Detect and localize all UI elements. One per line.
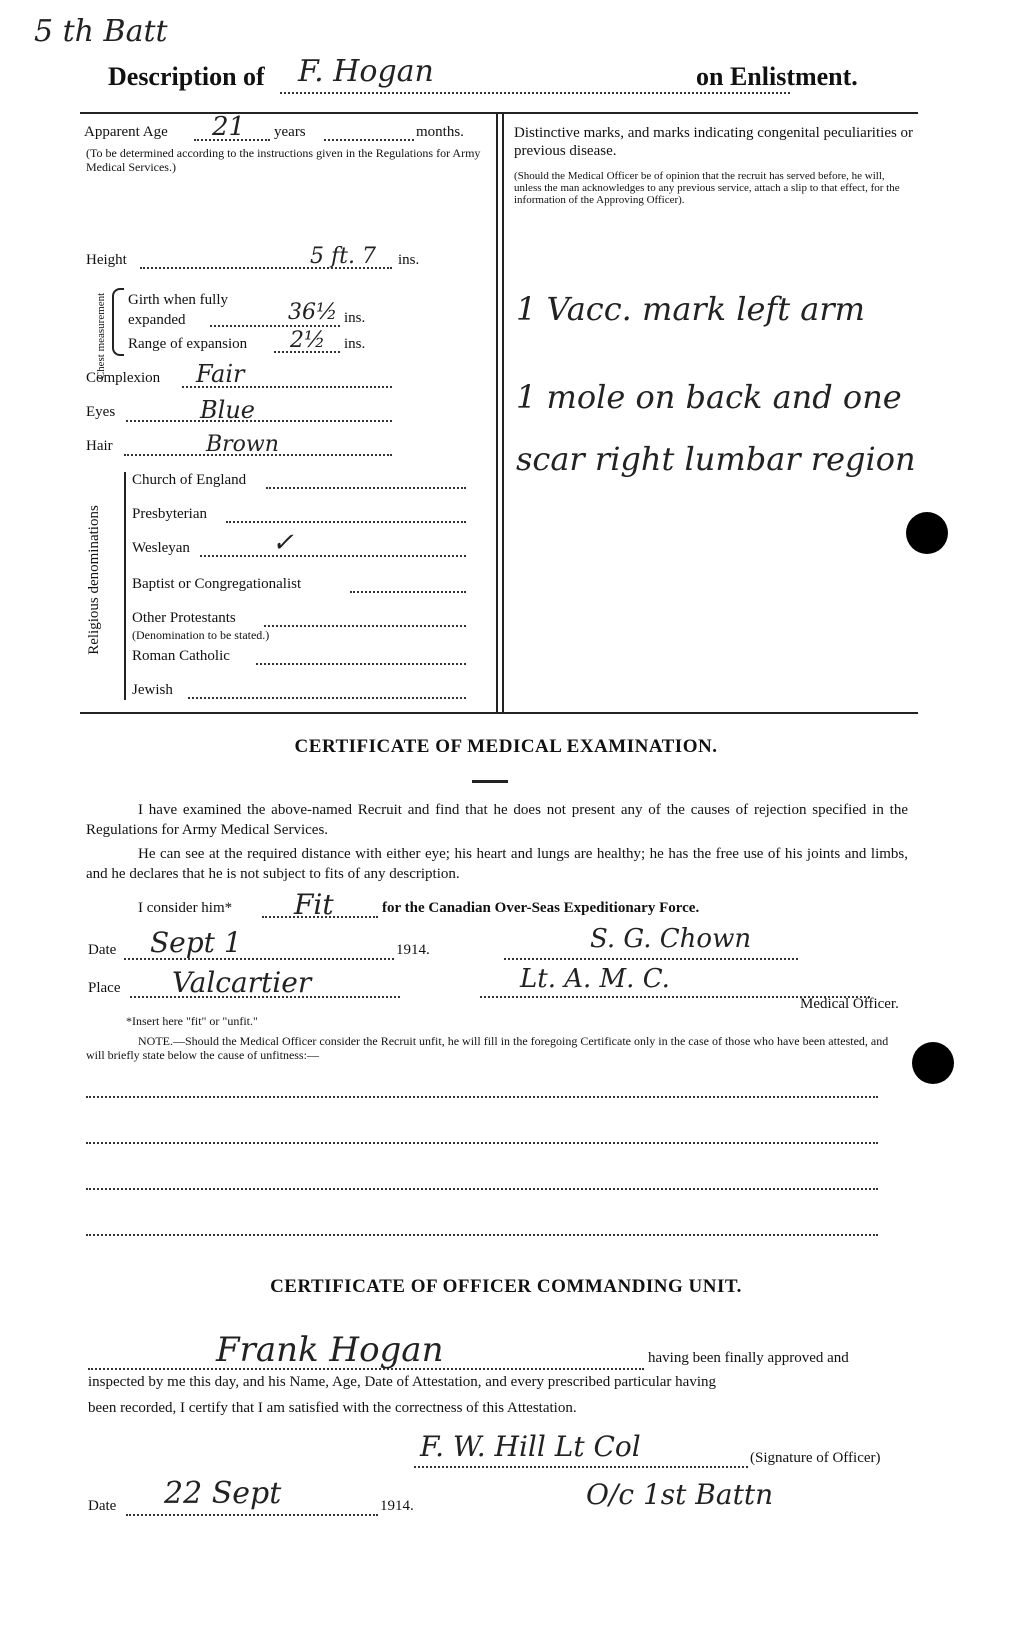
hair-value: Brown (206, 432, 279, 457)
unfitness-line (86, 1096, 878, 1098)
religion-jewish: Jewish (132, 682, 173, 698)
medical-place-label: Place (88, 980, 121, 996)
girth-value: 36½ (288, 300, 338, 325)
commanding-date-label: Date (88, 1498, 117, 1514)
punch-hole (912, 1042, 954, 1084)
margin-note: 5 th Batt (34, 14, 168, 49)
height-ins-label: ins. (398, 252, 420, 268)
medical-date-value: Sept 1 (150, 926, 242, 959)
age-value: 21 (212, 112, 246, 142)
denomination-note: (Denomination to be stated.) (132, 628, 270, 642)
commanding-date-value: 22 Sept (164, 1476, 282, 1511)
marks-line-1: 1 Vacc. mark left arm (516, 290, 866, 328)
age-note: (To be determined according to the instructions given in the Regulations for Army Medical Services.) (86, 146, 481, 174)
commanding-heading: CERTIFICATE OF OFFICER COMMANDING UNIT. (270, 1276, 742, 1297)
medical-place-value: Valcartier (172, 966, 312, 999)
fit-value: Fit (294, 888, 334, 921)
religion-baptist-congregationalist: Baptist or Congregationalist (132, 576, 302, 592)
consider-prefix: I consider him* (138, 900, 233, 916)
religion-wesleyan: Wesleyan (132, 540, 190, 556)
complexion-value: Fair (196, 360, 245, 388)
girth-ins-label: ins. (344, 310, 366, 326)
title-suffix: on Enlistment. (696, 62, 858, 91)
religion-church-of-england: Church of England (132, 472, 247, 488)
girth-label: Girth when fully expanded (128, 292, 228, 328)
medical-para-1: I have examined the above-named Recruit and find that he does not present any of the causes of rejection specified in the Regulations for Army Medical Services. (86, 802, 908, 838)
medical-date-label: Date (88, 942, 117, 958)
eyes-label: Eyes (86, 404, 116, 420)
unfitness-line (86, 1234, 878, 1236)
range-value: 2½ (290, 328, 326, 353)
medical-heading: CERTIFICATE OF MEDICAL EXAMINATION. (294, 736, 718, 757)
medical-signature: S. G. Chown (590, 924, 752, 954)
title-prefix: Description of (108, 62, 265, 91)
commanding-recruit-name: Frank Hogan (216, 1330, 444, 1370)
consider-suffix: for the Canadian Over-Seas Expeditionary Force. (382, 900, 700, 916)
punch-hole (906, 512, 948, 554)
wesleyan-mark: ✓ (272, 528, 294, 558)
marks-line-3: scar right lumbar region (516, 440, 916, 478)
eyes-value: Blue (200, 396, 255, 424)
age-label: Apparent Age (84, 124, 168, 140)
complexion-label: Complexion (86, 370, 161, 386)
marks-note: (Should the Medical Officer be of opinion that the recruit has served before, he will, unless the man acknowledges to any previous service, attach a slip to that effect, for the information of the Approving Officer). (514, 170, 900, 206)
marks-line-2: 1 mole on back and one (516, 378, 902, 416)
commanding-line-3: been recorded, I certify that I am satisfied with the correctness of this Attestation. (88, 1400, 577, 1416)
recruit-name: F. Hogan (298, 54, 434, 89)
marks-heading: Distinctive marks, and marks indicating congenital peculiarities or previous disease. (514, 125, 914, 159)
signature-of-officer-label: (Signature of Officer) (750, 1450, 881, 1466)
commanding-line-2: inspected by me this day, and his Name, Age, Date of Attestation, and every prescribed particular having (88, 1374, 717, 1390)
medical-year: 1914. (396, 942, 430, 958)
unfitness-line (86, 1142, 878, 1144)
page-title (108, 54, 888, 98)
chest-side-label: Chest measurement (95, 292, 107, 380)
medical-officer-title: Medical Officer. (800, 996, 899, 1012)
column-divider (496, 112, 498, 712)
range-ins-label: ins. (344, 336, 366, 352)
top-rule (80, 112, 918, 114)
insert-note: *Insert here "fit" or "unfit." (126, 1014, 258, 1028)
religion-roman-catholic: Roman Catholic (132, 648, 230, 664)
unfitness-line (86, 1188, 878, 1190)
height-value: 5 ft. 7 (310, 244, 376, 269)
religion-side-label: Religious denominations (86, 505, 102, 655)
bottom-rule (80, 712, 918, 714)
religion-presbyterian: Presbyterian (132, 506, 207, 522)
commanding-line-1: having been finally approved and (648, 1350, 849, 1366)
commanding-unit: O/c 1st Battn (586, 1478, 774, 1511)
religion-other-protestants: Other Protestants (132, 610, 236, 626)
medical-rank: Lt. A. M. C. (520, 964, 670, 994)
hair-label: Hair (86, 438, 113, 454)
range-label: Range of expansion (128, 336, 248, 352)
height-label: Height (86, 252, 127, 268)
months-label: months. (416, 124, 464, 140)
medical-note: NOTE.—Should the Medical Officer consider the Recruit unfit, he will fill in the foregoing Certificate only in the case of those who have been attested, and will briefly state below the cause of unfitness:— (86, 1034, 889, 1062)
commanding-year: 1914. (380, 1498, 414, 1514)
years-label: years (274, 124, 306, 140)
commanding-signature: F. W. Hill Lt Col (420, 1430, 641, 1463)
medical-para-2: He can see at the required distance with either eye; his heart and lungs are healthy; he has the free use of his joints and limbs, and he declares that he is not subject to fits of any description. (86, 846, 908, 882)
